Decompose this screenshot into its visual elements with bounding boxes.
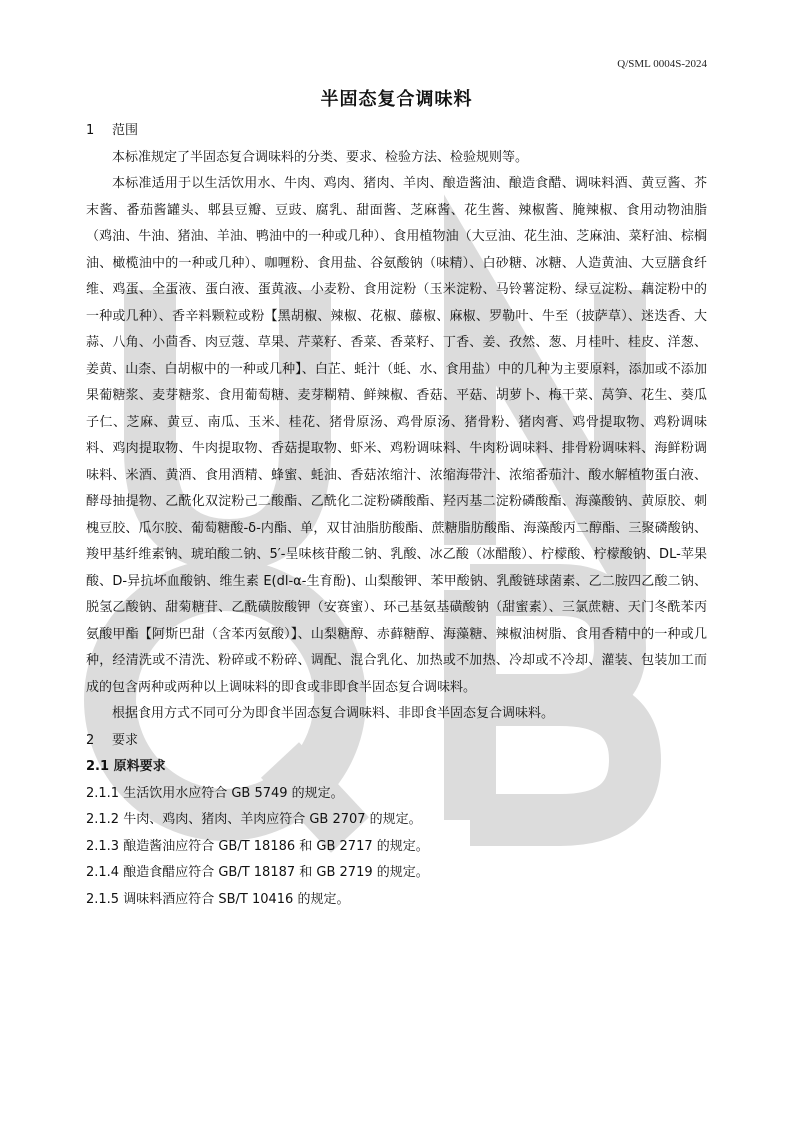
section-heading-scope xyxy=(86,118,707,145)
document-code: Q/SML 0004S-2024 xyxy=(617,58,707,70)
clause-2-1-4: 2.1.4 酿造食醋应符合 GB/T 18187 和 GB 2719 的规定。 xyxy=(86,865,429,880)
scope-paragraph-3: 根据食用方式不同可分为即食半固态复合调味料、非即食半固态复合调味料。 xyxy=(112,706,555,721)
subsection-heading-raw-materials xyxy=(86,754,707,781)
clause-2-1-5: 2.1.5 调味料酒应符合 SB/T 10416 的规定。 xyxy=(86,891,350,907)
section-title: 范围 xyxy=(112,123,139,138)
clause-2-1-3: 2.1.3 酿造酱油应符合 GB/T 18186 和 GB 2717 的规定。 xyxy=(86,838,429,854)
scope-paragraph-1: 本标准规定了半固态复合调味料的分类、要求、检验方法、检验规则等。 xyxy=(112,149,529,165)
scope-paragraph-2: 本标准适用于以生活饮用水、牛肉、鸡肉、猪肉、羊肉、酿造酱油、酿造食醋、调味料酒、黄豆酱、芥末酱、番茄酱罐头、郫县豆瓣、豆豉、腐乳、甜面酱、芝麻酱、花生酱、辣椒酱、腌辣椒、食用动物油脂（鸡油、牛油、猪油、羊油、鸭油中的一种或几种）、食用植物油（大豆油、花生油、芝麻油、菜籽油、棕榈油、橄榄油中的一种或几种）、咖喱粉、食用盐、谷氨酸钠（味精）、白砂糖、冰糖、人造黄油、大豆膳食纤维、鸡蛋、全蛋液、蛋白液、蛋黄液、小麦粉、食用淀粉（玉米淀粉、马铃薯淀粉、绿豆淀粉、藕淀粉中的一种或几种）、香辛料颗粒或粉【黑胡椒、辣椒、花椒、藤椒、麻椒、罗勒叶、牛至（披萨草）、迷迭香、大蒜、八角、小茴香、肉豆蔻、草果、芹菜籽、香菜、香菜籽、丁香、姜、孜然、葱、月桂叶、桂皮、洋葱、姜黄、山柰、白胡椒中的一种或几种】、白芷、蚝汁（蚝、水、食用盐）中的几种为主要原料，添加或不添加果葡糖浆、麦芽糖浆、食用葡萄糖、麦芽糊精、鲜辣椒、香菇、平菇、胡萝卜、梅干菜、莴笋、花生、葵瓜子仁、芝麻、黄豆、南瓜、玉米、桂花、猪骨原汤、鸡骨原汤、猪骨粉、猪肉膏、鸡骨提取物、鸡粉调味料、鸡肉提取物、牛肉提取物、香菇提取物、虾米、鸡粉调味料、牛肉粉调味料、排骨粉调味料、海鲜粉调味料、米酒、黄酒、食用酒精、蜂蜜、蚝油、香菇浓缩汁、浓缩海带汁、浓缩番茄汁、酸水解植物蛋白液、酵母抽提物、乙酰化双淀粉己二酸酯、乙酰化二淀粉磷酸酯、羟丙基二淀粉磷酸酯、海藻酸钠、黄原胶、刺槐豆胶、瓜尔胶、葡萄糖酸-δ-内酯、单，双甘油脂肪酸酯、蔗糖脂肪酸酯、海藻酸丙二醇酯、三聚磷酸钠、羧甲基纤维素钠、琥珀酸二钠、5′-呈味核苷酸二钠、乳酸、冰乙酸（冰醋酸）、柠檬酸、柠檬酸钠、DL-苹果酸、D-异抗坏血酸钠、维生素 E(dl-α-生育酚)、山梨酸钾、苯甲酸钠、乳酸链球菌素、乙二胺四乙酸二钠、脱氢乙酸钠、甜菊糖苷、乙酰磺胺酸钾（安赛蜜）、环己基氨基磺酸钠（甜蜜素）、三氯蔗糖、天门冬酰苯丙氨酸甲酯【阿斯巴甜（含苯丙氨酸）】、山梨糖醇、赤藓糖醇、海藻糖、辣椒油树脂、食用香精中的一种或几种，经清洗或不清洗、粉碎或不粉碎、调配、混合乳化、加热或不加热、冷却或不冷却、灌装、包装加工而成的包含两种或两种以上调味料的即食或非即食半固态复合调味料。 xyxy=(86,176,707,695)
document-title: 半固态复合调味料 xyxy=(320,89,473,110)
clause-2-1-2: 2.1.2 牛肉、鸡肉、猪肉、羊肉应符合 GB 2707 的规定。 xyxy=(86,812,422,827)
section-title: 要求 xyxy=(112,732,139,748)
clause-2-1-1: 2.1.1 生活饮用水应符合 GB 5749 的规定。 xyxy=(86,785,344,801)
subsection-title: 原料要求 xyxy=(113,759,166,774)
section-heading-requirements xyxy=(86,728,707,755)
subsection-number: 2.1 xyxy=(86,759,110,774)
section-number: 1 xyxy=(86,123,95,138)
document-body xyxy=(86,118,707,913)
section-number: 2 xyxy=(86,732,95,748)
